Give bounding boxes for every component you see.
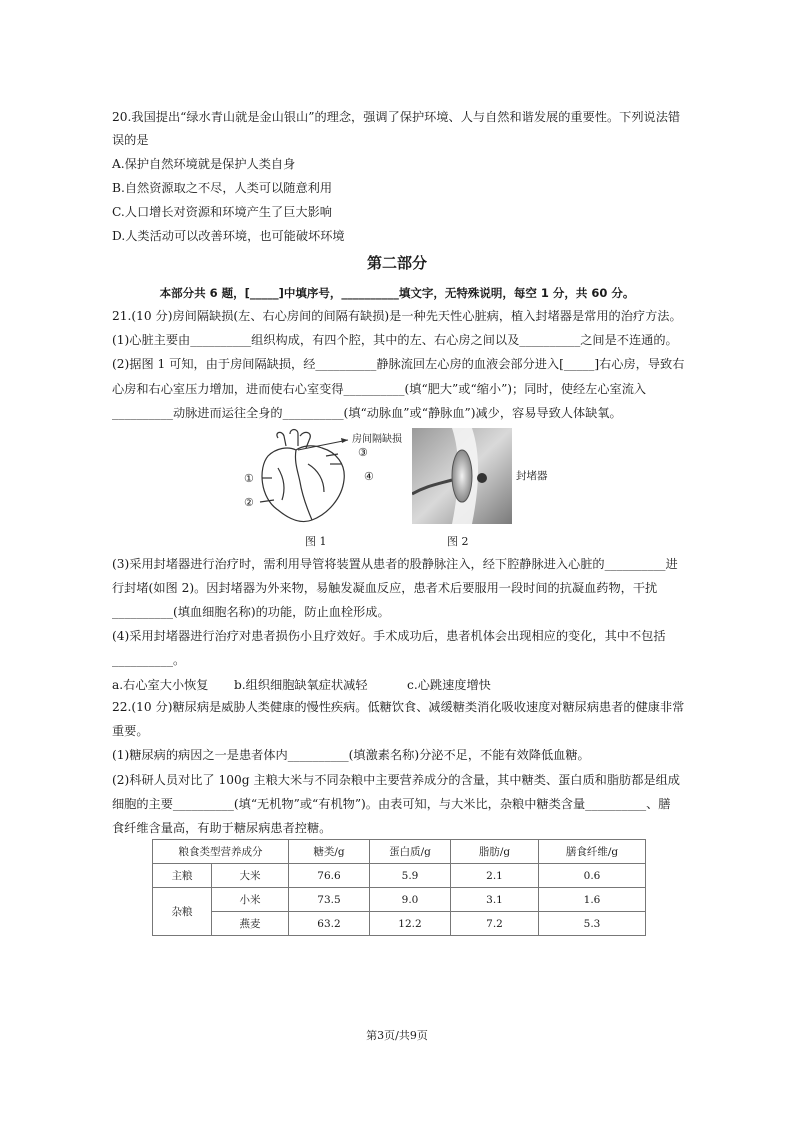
q22-line-6: 食纤维含量高，有助于糖尿病患者控糖。 <box>112 821 332 835</box>
table-cell: 73.5 <box>289 888 370 912</box>
figure-1-caption: 图 1 <box>305 535 327 548</box>
q20-option-d: D.人类活动可以改善环境，也可能破坏环境 <box>112 229 345 243</box>
q20-option-c: C.人口增长对资源和环境产生了巨大影响 <box>112 205 332 219</box>
table-cell-group: 主粮 <box>153 864 212 888</box>
figure-2-caption: 图 2 <box>447 535 469 548</box>
table-cell: 1.6 <box>539 888 646 912</box>
table-cell: 63.2 <box>289 912 370 936</box>
marker-3: ③ <box>358 446 368 459</box>
q20-stem-line2: 误的是 <box>112 133 149 147</box>
table-header-cell: 粮食类型营养成分 <box>153 840 289 864</box>
figure-1-heart-diagram <box>238 428 402 528</box>
q21-line-3: (2)据图 1 可知，由于房间隔缺损，经__________静脉流回左心房的血液会部分进入[_____]右心房，导致右 <box>112 357 685 371</box>
table-cell: 5.9 <box>370 864 451 888</box>
table-cell: 2.1 <box>451 864 539 888</box>
occluder-label: 封堵器 <box>516 470 548 482</box>
q22-line-3: (1)糖尿病的病因之一是患者体内__________(填激素名称)分泌不足，不能有效降低血糖。 <box>112 748 590 762</box>
q21-line-7: 行封堵(如图 2)。因封堵器为外来物，易触发凝血反应，患者术后要服用一段时间的抗凝血药物，干扰 <box>112 581 658 595</box>
q21-option-c: c.心跳速度增快 <box>407 678 491 692</box>
q21-line-10: __________。 <box>112 653 186 667</box>
q21-line-8: __________(填血细胞名称)的功能，防止血栓形成。 <box>112 605 390 619</box>
table-cell: 3.1 <box>451 888 539 912</box>
part2-intro: 本部分共 6 题，[_____]中填序号，__________填文字，无特殊说明，每空 1 分，共 60 分。 <box>159 286 635 300</box>
q20-option-a: A.保护自然环境就是保护人类自身 <box>112 157 296 171</box>
defect-pointer-arrowhead <box>341 438 348 443</box>
table-header-row <box>153 840 646 864</box>
marker-1: ① <box>244 472 254 485</box>
table-row <box>153 888 646 912</box>
q21-line-6: (3)采用封堵器进行治疗时，需利用导管将装置从患者的股静脉注入，经下腔静脉进入心脏的__________进 <box>112 557 678 571</box>
table-cell: 9.0 <box>370 888 451 912</box>
defect-label: 房间隔缺损 <box>352 434 402 445</box>
table-cell-name: 小米 <box>212 888 289 912</box>
table-row <box>153 912 646 936</box>
table-cell: 12.2 <box>370 912 451 936</box>
q22-line-4: (2)科研人员对比了 100g 主粮大米与不同杂粮中主要营养成分的含量，其中糖类、蛋白质和脂肪都是组成 <box>112 773 680 787</box>
part2-title: 第二部分 <box>366 254 427 272</box>
q21-line-2: (1)心脏主要由__________组织构成，有四个腔，其中的左、右心房之间以及__________之间是不连通的。 <box>112 333 678 347</box>
table-cell: 7.2 <box>451 912 539 936</box>
table-cell-group: 杂粮 <box>153 888 212 936</box>
table-cell-name: 大米 <box>212 864 289 888</box>
q22-line-5: 细胞的主要__________(填“无机物”或“有机物”)。由表可知，与大米比，杂粮中糖类含量__________、膳 <box>112 797 671 811</box>
table-row <box>153 864 646 888</box>
table-header-cell: 脂肪/g <box>451 840 539 864</box>
table-cell: 0.6 <box>539 864 646 888</box>
figure-2-occluder-photo <box>412 428 562 524</box>
table-header-cell: 膳食纤维/g <box>539 840 646 864</box>
table-cell-name: 燕麦 <box>212 912 289 936</box>
q21-line-5: __________动脉进而运往全身的__________(填“动脉血”或“静脉血”)减少，容易导致人体缺氧。 <box>112 406 622 420</box>
q21-line-1: 21.(10 分)房间隔缺损(左、右心房间的间隔有缺损)是一种先天性心脏病，植入封堵器是常用的治疗方法。 <box>112 309 682 323</box>
q20-stem-line1: 20.我国提出“绿水青山就是金山银山”的理念，强调了保护环境、人与自然和谐发展的重要性。下列说法错 <box>112 110 681 124</box>
q22-line-1: 22.(10 分)糖尿病是威胁人类健康的慢性疾病。低糖饮食、减缓糖类消化吸收速度对糖尿病患者的健康非常 <box>112 700 685 714</box>
table-cell: 76.6 <box>289 864 370 888</box>
marker-4: ④ <box>364 470 374 483</box>
page-number: 第3页/共9页 <box>366 1029 428 1042</box>
table-header-cell: 蛋白质/g <box>370 840 451 864</box>
q21-option-b: b.组织细胞缺氧症状减轻 <box>234 678 368 692</box>
table-cell: 5.3 <box>539 912 646 936</box>
q22-line-2: 重要。 <box>112 724 149 738</box>
q21-line-4: 心房和右心室压力增加，进而使右心室变得__________(填“肥大”或“缩小”)；同时，使经左心室流入 <box>112 382 647 396</box>
q20-option-b: B.自然资源取之不尽，人类可以随意利用 <box>112 181 333 195</box>
marker-2: ② <box>244 496 254 509</box>
nutrition-table <box>152 839 646 936</box>
q21-option-a: a.右心室大小恢复 <box>112 678 209 692</box>
table-header-cell: 糖类/g <box>289 840 370 864</box>
q21-line-9: (4)采用封堵器进行治疗对患者损伤小且疗效好。手术成功后，患者机体会出现相应的变化，其中不包括 <box>112 629 666 643</box>
